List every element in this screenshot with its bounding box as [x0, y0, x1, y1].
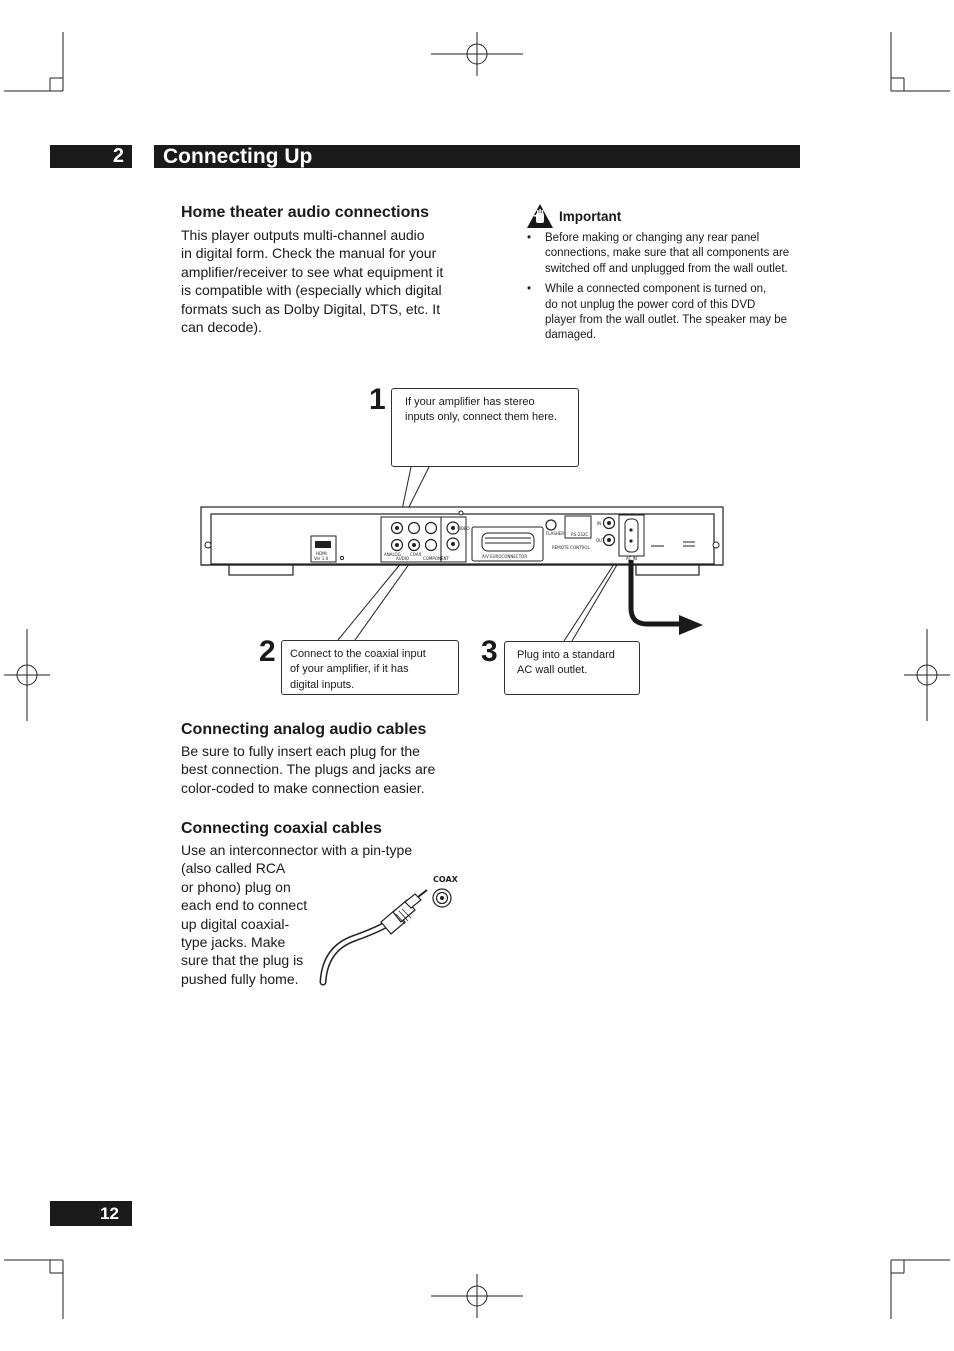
step-number-2: 2 [259, 635, 276, 668]
panel-label-remote: REMOTE CONTROL [552, 545, 590, 550]
panel-label-audio: AUDIO [396, 556, 410, 561]
home-theater-heading: Home theater audio connections [181, 204, 430, 221]
panel-label-hdmi-ver: Ver 1.0 [314, 556, 329, 561]
important-item: • Before making or changing any rear panel connections, make sure that all components are switched off and unplugged from the wall outlet. [527, 231, 807, 277]
analog-text: Be sure to fully insert each plug for the best connection. The plugs and jacks are color-coded to make connection easier. [181, 743, 436, 796]
callout-stereo: If your amplifier has stereo inputs only, connect them here. [391, 388, 579, 467]
panel-label-component: COMPONENT [423, 556, 449, 561]
step-number-1: 1 [369, 383, 386, 416]
callout-coaxial: Connect to the coaxial input of your amplifier, if it has digital inputs. [281, 640, 459, 695]
page-number: 12 [50, 1201, 132, 1226]
panel-label-ac-in: AC IN [626, 556, 637, 561]
chapter-title: Connecting Up [154, 145, 800, 168]
coaxial-heading: Connecting coaxial cables [181, 820, 382, 837]
coax-jack-label: COAX [433, 875, 458, 884]
home-theater-text: This player outputs multi-channel audio in digital form. Check the manual for your amplifier/receiver to see what equipment it is compatible with (especially which digital formats such as Dolby Digital, DTS, etc. It can decode). [181, 227, 444, 336]
important-item: • While a connected component is turned on, do not unplug the power cord of this DVD player from the wall outlet. The speaker may be damaged. [527, 282, 807, 344]
panel-label-video: VIDEO [457, 526, 470, 531]
important-heading: Important [559, 209, 622, 224]
chapter-number: 2 [50, 145, 132, 168]
panel-label-analog: ANALOG [384, 552, 401, 557]
panel-label-flasher: FLASHER [546, 531, 565, 536]
panel-label-rs232c: RS-232C [571, 532, 589, 537]
panel-label-in: IN [597, 521, 602, 526]
step-number-3: 3 [481, 635, 498, 668]
analog-heading: Connecting analog audio cables [181, 721, 427, 738]
panel-label-euro: A/V EUROCONNECTOR [482, 554, 528, 559]
coax-plug-illustration [315, 868, 465, 986]
panel-label-coax: COAX [410, 552, 422, 557]
coaxial-text: Use an interconnector with a pin-type (also called RCA or phono) plug on each end to connect up digital coaxial- type jacks. Make sure that the plug is pushed fully home. [181, 842, 413, 987]
panel-label-hdmi: HDMI [316, 551, 327, 556]
callout-ac-outlet: Plug into a standard AC wall outlet. [504, 641, 640, 695]
panel-label-out: OUT [596, 538, 605, 543]
